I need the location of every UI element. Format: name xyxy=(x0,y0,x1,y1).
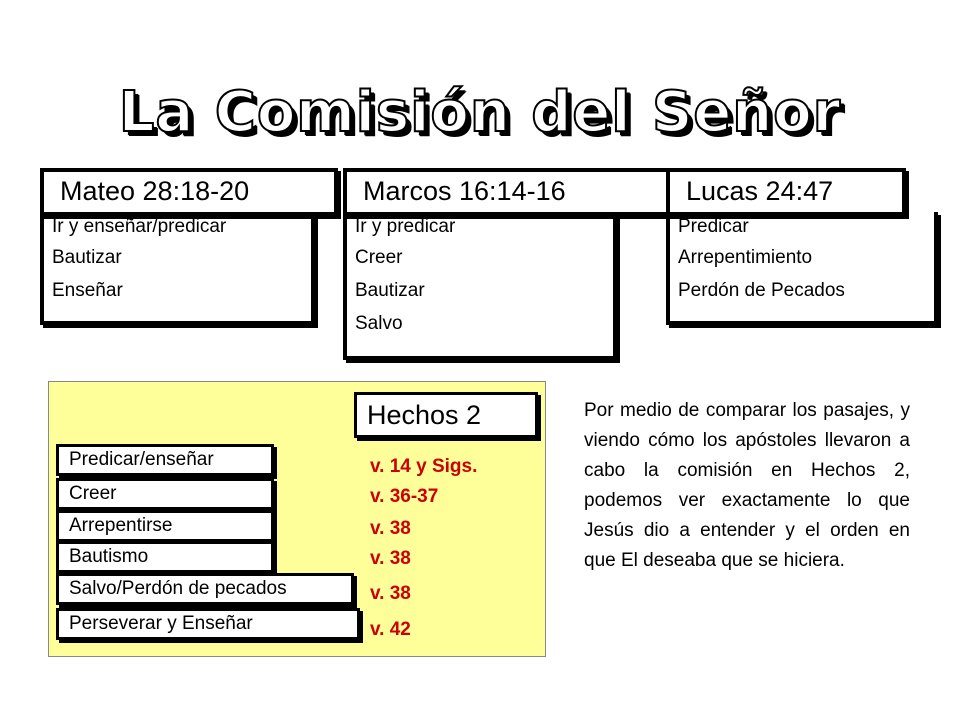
lucas-list xyxy=(666,212,938,325)
page-title: La Comisión del Señor xyxy=(118,80,842,145)
mateo-list xyxy=(40,212,315,325)
acts-title: Hechos 2 xyxy=(354,392,538,438)
list-item: Bautizar xyxy=(355,280,425,301)
reference-label: v. 14 y Sigs. xyxy=(370,456,478,477)
list-item: Salvo xyxy=(355,313,403,334)
step-creer: Creer xyxy=(56,478,274,510)
list-item: Arrepentimiento xyxy=(678,247,813,268)
explanation-paragraph: Por medio de comparar los pasajes, y viendo cómo los apóstoles llevaron a cabo la comisión en Hechos 2, podemos ver exactamente lo que Jesús dio a entender y el orden en que El deseaba que se hiciera. xyxy=(584,400,910,571)
list-item: Bautizar xyxy=(52,247,122,268)
reference-label: v. 38 xyxy=(370,583,411,604)
marcos-list xyxy=(343,212,617,360)
list-item: Enseñar xyxy=(52,280,123,301)
step-perseverar: Perseverar y Enseñar xyxy=(56,608,360,640)
list-item: Creer xyxy=(355,247,403,268)
step-salvo: Salvo/Perdón de pecados xyxy=(56,573,354,605)
reference-label: v. 38 xyxy=(370,518,411,539)
marcos-header: Marcos 16:14-16 xyxy=(343,168,671,216)
reference-label: v. 36-37 xyxy=(370,486,439,507)
mateo-header: Mateo 28:18-20 xyxy=(40,168,338,216)
list-item: Ir y predicar xyxy=(355,216,456,237)
step-arrepentirse: Arrepentirse xyxy=(56,510,274,542)
reference-label: v. 42 xyxy=(370,619,411,640)
step-bautismo: Bautismo xyxy=(56,541,274,573)
step-predicar: Predicar/enseñar xyxy=(56,444,274,476)
list-item: Ir y enseñar/predicar xyxy=(52,216,227,237)
reference-label: v. 38 xyxy=(370,548,411,569)
list-item: Predicar xyxy=(678,216,749,237)
lucas-header: Lucas 24:47 xyxy=(666,168,906,216)
list-item: Perdón de Pecados xyxy=(678,280,845,301)
